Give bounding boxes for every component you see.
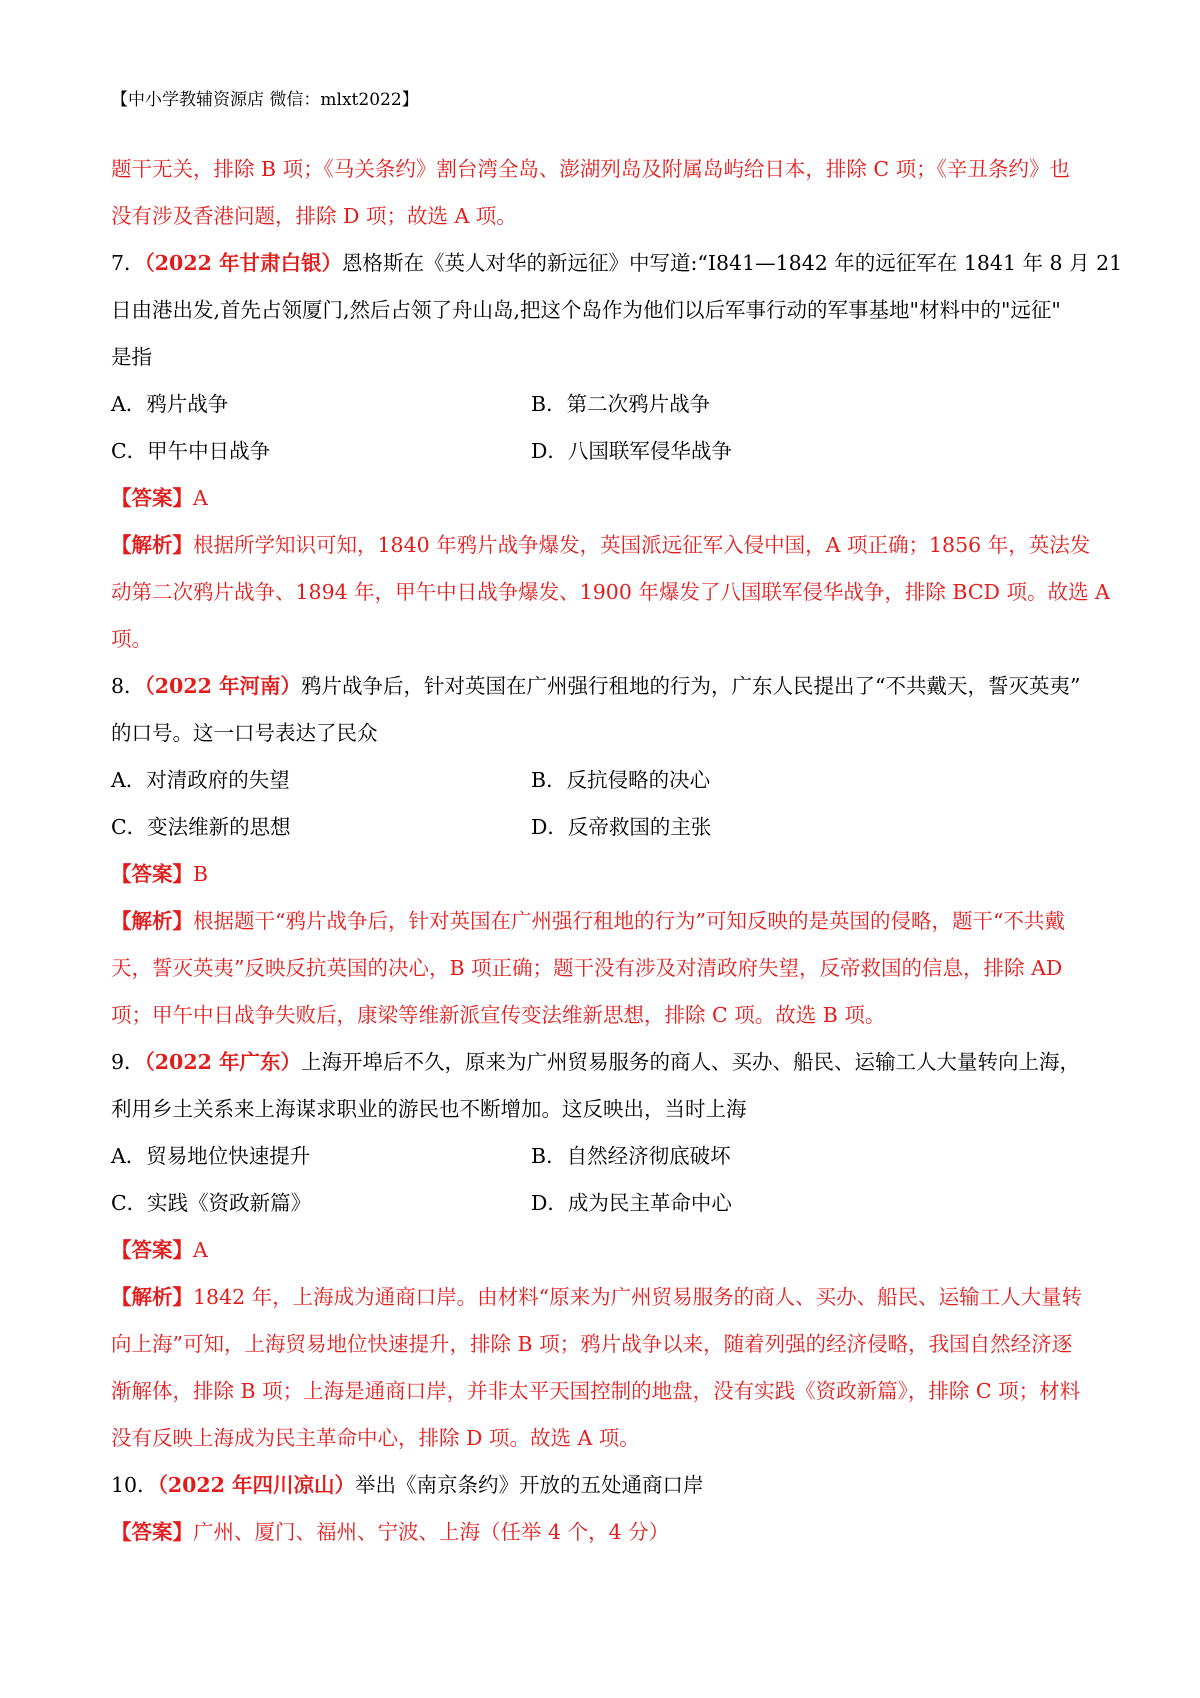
q8-option-b: B．反抗侵略的决心: [531, 768, 711, 792]
q9-stem-text-1: 上海开埠后不久，原来为广州贸易服务的商人、买办、船民、运输工人大量转向上海，: [301, 1050, 1080, 1074]
q8-stem-text-1: 鸦片战争后，针对英国在广州强行租地的行为，广东人民提出了“不共戴天，誓灭英夷”: [301, 674, 1081, 698]
q7-explain-line-3: 项。: [111, 627, 152, 651]
q10-answer-value: 广州、厦门、福州、宁波、上海（任举 4 个，4 分）: [193, 1520, 670, 1544]
q7-option-c: C．甲午中日战争: [111, 439, 271, 463]
q7-stem-line-2: 日由港出发,首先占领厦门,然后占领了舟山岛,把这个岛作为他们以后军事行动的军事基地"材料中的"远征": [111, 298, 1061, 322]
q10-number: 10．: [111, 1473, 158, 1497]
q7-explain-line-2: 动第二次鸦片战争、1894 年，甲午中日战争爆发、1900 年爆发了八国联军侵华战争，排除 BCD 项。故选 A: [111, 580, 1110, 604]
q8-stem-line-1: [111, 672, 1101, 700]
q9-stem-line-2: 利用乡土关系来上海谋求职业的游民也不断增加。这反映出，当时上海: [111, 1097, 747, 1121]
q9-answer-label: 【答案】: [111, 1238, 193, 1262]
q8-explain-line-3: 项；甲午中日战争失败后，康梁等维新派宣传变法维新思想，排除 C 项。故选 B 项。: [111, 1003, 886, 1027]
q9-answer: [111, 1236, 1101, 1264]
q8-answer: [111, 860, 1101, 888]
q9-explain-line-4: 没有反映上海成为民主革命中心，排除 D 项。故选 A 项。: [111, 1426, 640, 1450]
q9-explain-line-2: 向上海”可知，上海贸易地位快速提升，排除 B 项；鸦片战争以来，随着列强的经济侵略，我国自然经济逐: [111, 1332, 1073, 1356]
q9-stem-line-1: [111, 1048, 1101, 1076]
q10-answer: [111, 1518, 1101, 1546]
q9-number: 9．: [111, 1050, 145, 1074]
q9-answer-value: A: [193, 1238, 208, 1262]
q9-explain-line-1: [111, 1283, 1101, 1311]
q7-explain-label: 【解析】: [111, 533, 193, 557]
q8-explain-line-2: 天，誓灭英夷”反映反抗英国的决心，B 项正确；题干没有涉及对清政府失望，反帝救国的信息，排除 AD: [111, 956, 1063, 980]
q7-stem-text-1: 恩格斯在《英人对华的新远征》中写道:“I841—1842 年的远征军在 1841 年 8 月 21: [342, 251, 1123, 275]
q9-explain-text-1: 1842 年，上海成为通商口岸。由材料“原来为广州贸易服务的商人、买办、船民、运输工人大量转: [193, 1285, 1083, 1309]
q10-stem-text: 举出《南京条约》开放的五处通商口岸: [355, 1473, 704, 1497]
q9-explain-line-3: 渐解体，排除 B 项；上海是通商口岸，并非太平天国控制的地盘，没有实践《资政新篇》，排除 C 项；材料: [111, 1379, 1081, 1403]
q9-explain-label: 【解析】: [111, 1285, 193, 1309]
q8-option-a: A．对清政府的失望: [111, 768, 290, 792]
q6-explain-line-2: 没有涉及香港问题，排除 D 项；故选 A 项。: [111, 204, 517, 228]
q7-option-a: A．鸦片战争: [111, 392, 229, 416]
q7-answer: [111, 484, 1101, 512]
page-header: 【中小学教辅资源店 微信：mlxt2022】: [111, 90, 419, 110]
q7-source: （2022 年甘肃白银）: [144, 251, 342, 275]
q8-answer-label: 【答案】: [111, 862, 193, 886]
q7-option-d: D．八国联军侵华战争: [531, 439, 732, 463]
q8-option-c: C．变法维新的思想: [111, 815, 291, 839]
q8-answer-value: B: [193, 862, 209, 886]
q7-stem-line-1: [111, 249, 1123, 277]
q9-option-d: D．成为民主革命中心: [531, 1191, 732, 1215]
q9-option-c: C．实践《资政新篇》: [111, 1191, 312, 1215]
q9-source: （2022 年广东）: [144, 1050, 301, 1074]
q7-answer-label: 【答案】: [111, 486, 193, 510]
q7-stem-line-3: 是指: [111, 345, 152, 369]
q8-explain-label: 【解析】: [111, 909, 193, 933]
q7-option-b: B．第二次鸦片战争: [531, 392, 711, 416]
q9-option-b: B．自然经济彻底破坏: [531, 1144, 731, 1168]
q7-answer-value: A: [193, 486, 208, 510]
q7-explain-text-1: 根据所学知识可知，1840 年鸦片战争爆发，英国派远征军入侵中国，A 项正确；1856 年，英法发: [193, 533, 1091, 557]
q8-stem-line-2: 的口号。这一口号表达了民众: [111, 721, 378, 745]
q7-number: 7．: [111, 251, 145, 275]
q7-explain-line-1: [111, 531, 1101, 559]
q8-option-d: D．反帝救国的主张: [531, 815, 712, 839]
q8-source: （2022 年河南）: [144, 674, 301, 698]
q10-stem: [111, 1471, 1101, 1499]
q10-answer-label: 【答案】: [111, 1520, 193, 1544]
q8-explain-line-1: [111, 907, 1101, 935]
q10-source: （2022 年四川凉山）: [157, 1473, 356, 1497]
q8-explain-text-1: 根据题干“鸦片战争后，针对英国在广州强行租地的行为”可知反映的是英国的侵略，题干“不共戴: [193, 909, 1065, 933]
q6-explain-line-1: 题干无关，排除 B 项；《马关条约》割台湾全岛、澎湖列岛及附属岛屿给日本，排除 C 项；《辛丑条约》也: [111, 157, 1070, 181]
q8-number: 8．: [111, 674, 145, 698]
q9-option-a: A．贸易地位快速提升: [111, 1144, 311, 1168]
